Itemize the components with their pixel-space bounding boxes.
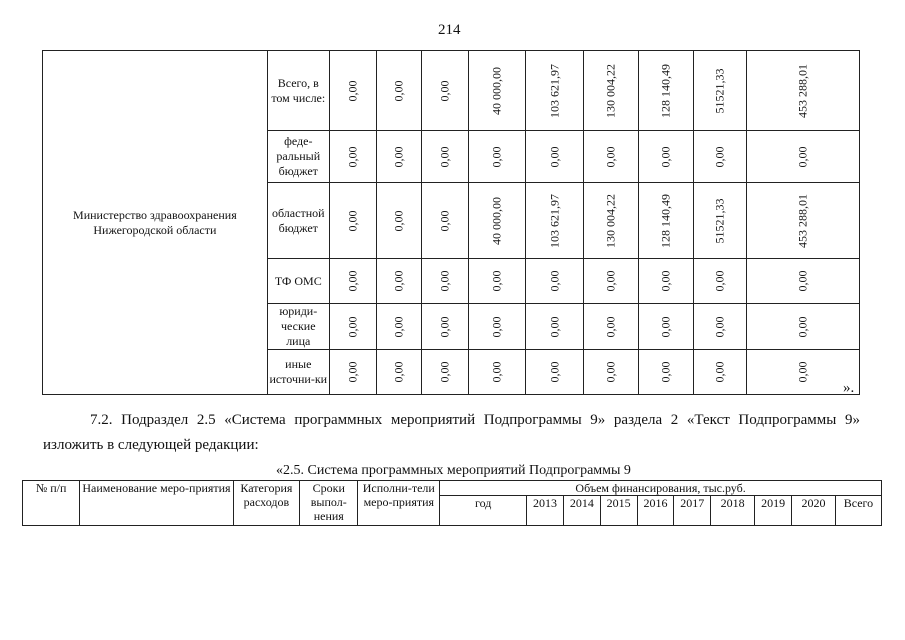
header-category: Категория расходов — [233, 481, 299, 526]
value-text: 0,00 — [437, 316, 452, 337]
header-2013: 2013 — [527, 496, 564, 526]
value-cell — [468, 350, 526, 395]
header-2015: 2015 — [600, 496, 637, 526]
value-text: 0,00 — [658, 146, 673, 167]
value-cell — [329, 350, 376, 395]
value-text: 0,00 — [547, 316, 562, 337]
value-text: 130 004,22 — [603, 63, 618, 118]
value-text: 40 000,00 — [489, 196, 504, 245]
value-text: 130 004,22 — [603, 193, 618, 248]
value-cell — [584, 350, 639, 395]
value-text: 0,00 — [345, 270, 360, 292]
value-cell — [747, 183, 860, 259]
value-text: 453 288,01 — [795, 193, 810, 248]
value-cell — [421, 259, 468, 304]
financing-table — [42, 50, 860, 395]
value-cell — [421, 350, 468, 395]
program-measures-header-table — [22, 480, 882, 526]
page-number: 214 — [438, 22, 461, 38]
category-cell: феде-ральный бюджет — [267, 131, 329, 183]
value-text: 0,00 — [658, 316, 673, 337]
value-cell — [584, 183, 639, 259]
value-cell — [468, 131, 526, 183]
header-total: Всего — [835, 496, 881, 526]
value-text: 0,00 — [437, 80, 452, 101]
value-text: 0,00 — [391, 316, 406, 337]
value-cell — [329, 304, 376, 350]
value-text: 0,00 — [712, 316, 727, 337]
value-text: 0,00 — [489, 270, 504, 292]
category-cell: Всего, в том числе: — [267, 51, 329, 131]
value-cell — [376, 304, 421, 350]
value-text: 103 621,97 — [547, 63, 562, 118]
value-cell — [526, 304, 584, 350]
value-text: 0,00 — [603, 316, 618, 337]
value-text: 453 288,01 — [795, 63, 810, 118]
value-cell — [376, 131, 421, 183]
value-text: 0,00 — [391, 361, 406, 383]
value-text: 0,00 — [547, 270, 562, 292]
value-cell — [468, 259, 526, 304]
header-2018: 2018 — [711, 496, 755, 526]
closing-quote: ». — [843, 380, 855, 396]
value-text: 0,00 — [345, 80, 360, 101]
value-text: 0,00 — [712, 270, 727, 292]
value-cell — [639, 304, 694, 350]
value-text: 0,00 — [345, 210, 360, 231]
value-text: 0,00 — [795, 270, 810, 292]
value-cell — [329, 183, 376, 259]
value-cell — [694, 304, 747, 350]
category-cell: иные источни-ки — [267, 350, 329, 395]
value-text: 0,00 — [345, 146, 360, 167]
value-text: 40 000,00 — [489, 66, 504, 115]
value-text: 0,00 — [391, 146, 406, 167]
value-cell — [376, 350, 421, 395]
value-cell — [421, 131, 468, 183]
value-text: 51521,33 — [712, 68, 727, 113]
value-cell — [584, 131, 639, 183]
table-row — [43, 51, 860, 131]
value-cell — [584, 259, 639, 304]
value-text: 0,00 — [795, 146, 810, 167]
category-cell: областной бюджет — [267, 183, 329, 259]
header-2016: 2016 — [637, 496, 674, 526]
value-text: 0,00 — [658, 361, 673, 383]
value-cell — [421, 183, 468, 259]
value-text: 0,00 — [603, 146, 618, 167]
paragraph-7-2: 7.2. Подраздел 2.5 «Система программных мероприятий Подпрограммы 9» раздела 2 «Текст Подпрограммы 9» изложить в следующей редакции: — [43, 412, 860, 453]
value-cell — [639, 51, 694, 131]
value-text: 0,00 — [437, 146, 452, 167]
value-text: 0,00 — [391, 210, 406, 231]
value-cell — [694, 131, 747, 183]
value-text: 0,00 — [437, 270, 452, 292]
value-text: 0,00 — [795, 316, 810, 337]
value-text: 0,00 — [603, 270, 618, 292]
value-cell — [468, 51, 526, 131]
value-cell — [376, 259, 421, 304]
header-2019: 2019 — [755, 496, 792, 526]
value-cell — [376, 183, 421, 259]
value-text: 51521,33 — [712, 198, 727, 243]
value-text: 103 621,97 — [547, 193, 562, 248]
value-cell — [468, 183, 526, 259]
value-cell — [526, 51, 584, 131]
value-cell — [639, 259, 694, 304]
value-cell — [694, 350, 747, 395]
value-cell — [639, 183, 694, 259]
value-text: 0,00 — [489, 361, 504, 383]
value-text: 0,00 — [437, 361, 452, 383]
value-text: 0,00 — [437, 210, 452, 231]
value-cell — [329, 51, 376, 131]
header-name: Наименование меро-приятия — [80, 481, 233, 526]
header-num: № п/п — [23, 481, 80, 526]
value-text: 0,00 — [547, 361, 562, 383]
value-cell — [747, 304, 860, 350]
subsection-title: «2.5. Система программных мероприятий Подпрограммы 9 — [276, 463, 631, 478]
category-cell: ТФ ОМС — [267, 259, 329, 304]
category-cell: юриди-ческие лица — [267, 304, 329, 350]
value-cell — [694, 183, 747, 259]
value-cell — [526, 259, 584, 304]
value-cell — [329, 259, 376, 304]
value-text: 0,00 — [391, 270, 406, 292]
value-text: 0,00 — [345, 316, 360, 337]
value-cell — [694, 51, 747, 131]
value-cell — [639, 131, 694, 183]
value-text: 0,00 — [712, 146, 727, 167]
value-text: 0,00 — [345, 361, 360, 383]
value-cell — [694, 259, 747, 304]
value-text: 0,00 — [603, 361, 618, 383]
value-text: 0,00 — [489, 146, 504, 167]
value-text: 128 140,49 — [658, 193, 673, 248]
value-text: 128 140,49 — [658, 63, 673, 118]
value-text: 0,00 — [795, 361, 810, 383]
value-cell — [526, 350, 584, 395]
header-2014: 2014 — [563, 496, 600, 526]
header-volume: Объем финансирования, тыс.руб. — [440, 481, 882, 496]
header-executors: Исполни-тели меро-приятия — [358, 481, 440, 526]
value-cell — [747, 51, 860, 131]
value-text: 0,00 — [489, 316, 504, 337]
value-cell — [421, 51, 468, 131]
header-2020: 2020 — [791, 496, 835, 526]
value-cell — [526, 131, 584, 183]
value-cell — [376, 51, 421, 131]
value-cell — [584, 304, 639, 350]
value-text: 0,00 — [712, 361, 727, 383]
organization-cell: Министерство здравоохранения Нижегородской области — [43, 51, 268, 395]
header-year: год — [440, 496, 527, 526]
value-cell — [329, 131, 376, 183]
value-cell — [421, 304, 468, 350]
value-cell — [747, 259, 860, 304]
value-cell — [584, 51, 639, 131]
header-term: Сроки выпол-нения — [300, 481, 358, 526]
value-cell — [747, 131, 860, 183]
value-cell — [526, 183, 584, 259]
value-cell — [639, 350, 694, 395]
value-text: 0,00 — [391, 80, 406, 101]
header-2017: 2017 — [674, 496, 711, 526]
value-text: 0,00 — [547, 146, 562, 167]
value-text: 0,00 — [658, 270, 673, 292]
value-cell — [468, 304, 526, 350]
